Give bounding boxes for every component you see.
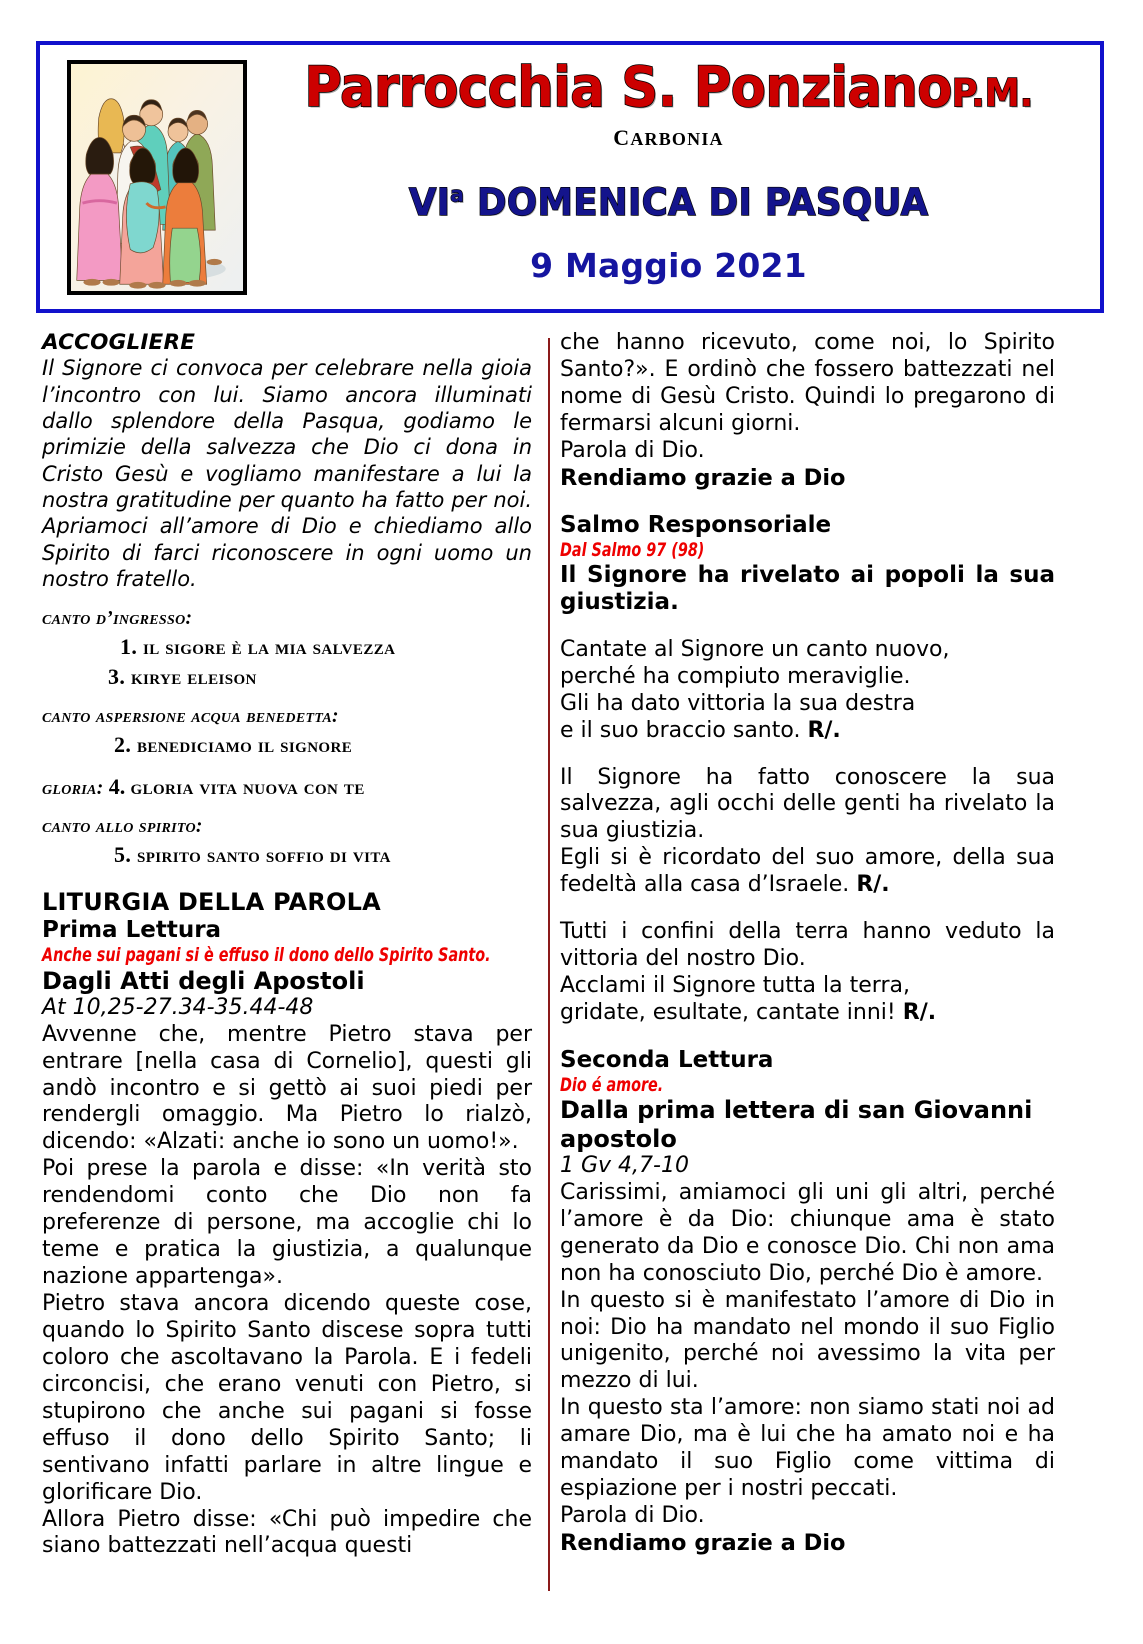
salmo-line: Acclami il Signore tutta la terra, bbox=[560, 973, 910, 999]
seconda-lettura-paragraph: In questo sta l’amore: non siamo stati noi ad amare Dio, ma è lui che ha amato noi e ha mandato il suo Figlio come vittima di espiazione per i nostri peccati. bbox=[560, 1395, 1055, 1502]
columns-container bbox=[0, 330, 1143, 1630]
salmo-antiphon: Il Signore ha rivelato ai popoli la sua giustizia. bbox=[560, 561, 1055, 616]
gloria-label: gloria: bbox=[42, 778, 104, 800]
prima-lettura-book: Dagli Atti degli Apostoli bbox=[42, 966, 365, 995]
left-column bbox=[42, 330, 532, 1560]
salmo-heading: Salmo Responsoriale bbox=[560, 512, 832, 539]
accogliere-body: Il Signore ci convoca per celebrare nella gioia l’incontro con lui. Siamo ancora illuminati dallo splendore della Pasqua, godiamo le primizie della salvezza che Dio ci dona in Cristo Gesù e vogliamo manifestare a lui la nostra gratitudine per quanto ha fatto per noi. Apriamoci all’amore di Dio e chiediamo allo Spirito di farci riconoscere in ogni uomo un nostro fratello. bbox=[42, 356, 532, 592]
prima-lettura-paragraph: Allora Pietro disse: «Chi può impedire che siano battezzati nell’acqua questi bbox=[42, 1506, 532, 1559]
accogliere-heading: ACCOGLIERE bbox=[42, 330, 196, 355]
canto-spirito-label: canto allo spirito: bbox=[42, 816, 203, 838]
parish-title-suffix: P.M. bbox=[951, 71, 1033, 115]
canto-ingresso-label: canto d’ingresso: bbox=[42, 608, 193, 630]
city-label: carbonia bbox=[613, 117, 724, 153]
seconda-lettura-reference: 1 Gv 4,7-10 bbox=[560, 1153, 689, 1179]
salmo-stanza-2 bbox=[560, 765, 1055, 900]
salmo-line: Gli ha dato vittoria la sua destra bbox=[560, 690, 916, 716]
canto-ingresso-item-2 bbox=[42, 664, 532, 690]
canto-aspersione-label: canto aspersione acqua benedetta: bbox=[42, 706, 339, 728]
canto-title: benediciamo il signore bbox=[136, 733, 353, 758]
column-divider bbox=[548, 338, 550, 1591]
canto-aspersione-item-1 bbox=[42, 732, 532, 758]
prima-lettura-label: Prima Lettura bbox=[42, 917, 222, 944]
prima-lettura-paragraph: Avvenne che, mentre Pietro stava per entrare [nella casa di Cornelio], questi gli andò incontro e si gettò ai suoi piedi per rendergli omaggio. Ma Pietro lo rialzò, dicendo: «Alzati: anche io sono un uomo!». bbox=[42, 1021, 532, 1155]
seconda-lettura-paragraph: Carissimi, amiamoci gli uni gli altri, perché l’amore è da Dio: chiunque ama è stato generato da Dio e conosce Dio. Chi non ama non ha conosciuto Dio, perché Dio è amore. bbox=[560, 1179, 1055, 1286]
salmo-line: Cantate al Signore un canto nuovo, bbox=[560, 636, 950, 662]
salmo-response: R/. bbox=[856, 872, 890, 898]
gloria-line bbox=[42, 774, 532, 800]
salmo-line: gridate, esultate, cantate inni! bbox=[560, 1000, 896, 1025]
canto-spirito-item-1 bbox=[42, 842, 532, 868]
parish-title-main: Parrocchia S. Ponziano bbox=[304, 55, 952, 119]
canto-number: 2. bbox=[114, 732, 132, 758]
gloria-title: gloria vita nuova con te bbox=[130, 775, 365, 800]
seconda-lettura-note: Dio é amore. bbox=[560, 1073, 664, 1096]
rendiamo-grazie-2: Rendiamo grazie a Dio bbox=[560, 1530, 846, 1557]
parola-di-dio-2: Parola di Dio. bbox=[560, 1503, 705, 1529]
seconda-lettura-book: Dalla prima lettera di san Giovanni apostolo bbox=[560, 1096, 1033, 1153]
sunday-title-rest: DOMENICA DI PASQUA bbox=[464, 181, 929, 225]
parola-di-dio-1: Parola di Dio. bbox=[560, 437, 705, 463]
header-box bbox=[36, 41, 1104, 313]
sunday-ordinal: VI bbox=[408, 181, 451, 225]
jesus-with-disciples-image bbox=[67, 60, 247, 295]
rendiamo-grazie-1: Rendiamo grazie a Dio bbox=[560, 464, 846, 491]
sunday-ordinal-suffix: a bbox=[450, 182, 465, 207]
salmo-response: R/. bbox=[807, 717, 841, 743]
canto-number: 3. bbox=[108, 664, 126, 690]
prima-lettura-note: Anche sui pagani si è effuso il dono dello Spirito Santo. bbox=[42, 943, 491, 966]
salmo-line: Il Signore ha fatto conoscere la sua salvezza, agli occhi delle genti ha rivelato la sua giustizia. bbox=[560, 764, 1055, 844]
page-title bbox=[304, 55, 1033, 119]
canto-title: spirito santo soffio di vita bbox=[136, 843, 391, 868]
gloria-number: 4. bbox=[108, 774, 126, 800]
salmo-line: perché ha compiuto meraviglie. bbox=[560, 663, 911, 689]
prima-lettura-paragraph: Poi prese la parola e disse: «In verità sto rendendomi conto che Dio non fa preferenze di persone, ma accoglie chi lo teme e pratica la giustizia, a qualunque nazione appartenga». bbox=[42, 1156, 532, 1290]
salmo-stanza-1 bbox=[560, 637, 1055, 745]
canto-ingresso-item-1 bbox=[42, 634, 532, 660]
canto-number: 1. bbox=[120, 634, 138, 660]
salmo-line: e il suo braccio santo. bbox=[560, 717, 801, 743]
canto-title: kirye eleison bbox=[130, 665, 257, 690]
canto-title: il sigore è la mia salvezza bbox=[142, 635, 396, 660]
header-image-container bbox=[40, 45, 255, 309]
header-text-block bbox=[255, 45, 1100, 309]
prima-lettura-reference: At 10,25-27.34-35.44-48 bbox=[42, 995, 314, 1021]
salmo-response: R/. bbox=[902, 1000, 937, 1025]
salmo-source: Dal Salmo 97 (98) bbox=[560, 538, 705, 561]
liturgia-heading: LITURGIA DELLA PAROLA bbox=[42, 888, 381, 917]
prima-lettura-paragraph: Pietro stava ancora dicendo queste cose, quando lo Spirito Santo discese sopra tutti coloro che ascoltavano la Parola. E i fedeli circoncisi, che erano venuti con Pietro, si stupirono che anche sui pagani si fosse effuso il dono dello Spirito Santo; li sentivano infatti parlare in altre lingue e glorificare Dio. bbox=[42, 1291, 532, 1505]
salmo-line: Egli si è ricordato del suo amore, della sua fedeltà alla casa d’Israele. bbox=[560, 845, 1055, 898]
prima-lettura-continuation: che hanno ricevuto, come noi, lo Spirito Santo?». E ordinò che fossero battezzati nel nome di Gesù Cristo. Quindi lo pregarono di fermarsi alcuni giorni. bbox=[560, 330, 1055, 436]
salmo-line: Tutti i confini della terra hanno veduto la vittoria del nostro Dio. bbox=[560, 919, 1055, 972]
seconda-lettura-label: Seconda Lettura bbox=[560, 1046, 774, 1073]
date-label: 9 Maggio 2021 bbox=[530, 246, 807, 286]
canto-number: 5. bbox=[114, 842, 132, 868]
right-column bbox=[560, 330, 1055, 1557]
salmo-stanza-3 bbox=[560, 919, 1055, 1027]
liturgical-day-title bbox=[409, 181, 929, 224]
seconda-lettura-paragraph: In questo si è manifestato l’amore di Dio in noi: Dio ha mandato nel mondo il suo Figlio unigenito, perché noi avessimo la vita per mezzo di lui. bbox=[560, 1287, 1055, 1394]
